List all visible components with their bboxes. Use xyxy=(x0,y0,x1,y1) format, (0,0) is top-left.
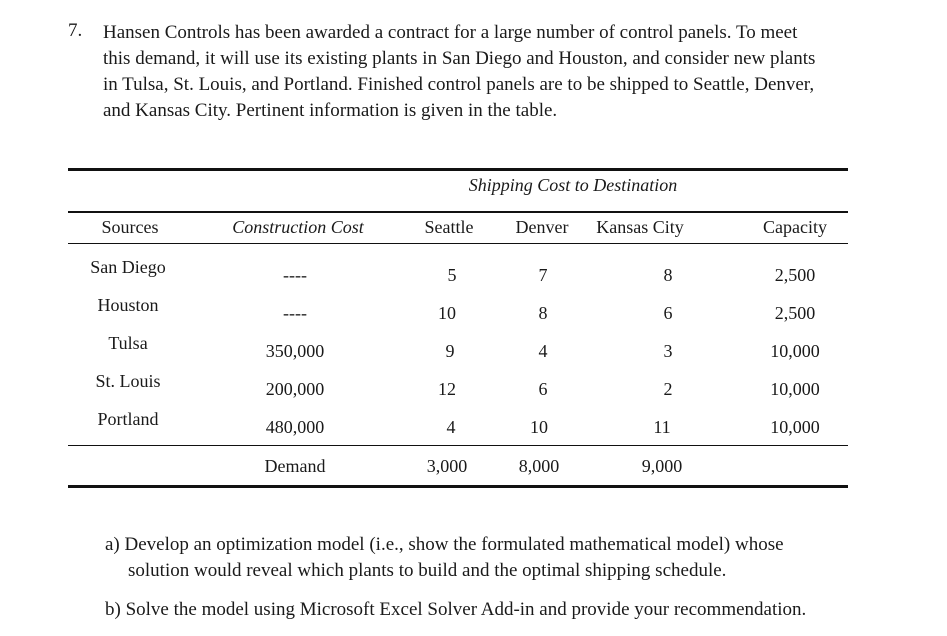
table-body-rule xyxy=(68,445,848,446)
row-kansas-city-cost: 8 xyxy=(663,265,673,285)
row-source: Tulsa xyxy=(108,333,148,353)
shipping-cost-group-header: Shipping Cost to Destination xyxy=(468,175,678,195)
row-denver-cost: 10 xyxy=(530,417,548,437)
row-kansas-city-cost: 6 xyxy=(663,303,673,323)
row-seattle-cost: 9 xyxy=(445,341,455,361)
header-seattle: Seattle xyxy=(424,217,474,237)
header-sources: Sources xyxy=(101,217,159,237)
table-bottom-rule xyxy=(68,485,848,488)
row-denver-cost: 8 xyxy=(538,303,548,323)
row-construction-cost: 480,000 xyxy=(265,417,325,437)
row-denver-cost: 4 xyxy=(538,341,548,361)
table-header-rule xyxy=(68,211,848,213)
row-kansas-city-cost: 11 xyxy=(653,417,671,437)
row-source: San Diego xyxy=(90,257,166,277)
row-source: Houston xyxy=(97,295,159,315)
part-a-line-2: solution would reveal which plants to build and the optimal shipping schedule. xyxy=(128,560,727,581)
row-construction-cost: 350,000 xyxy=(265,341,325,361)
question-line-1: Hansen Controls has been awarded a contract for a large number of control panels. To meet xyxy=(103,22,798,43)
row-capacity: 2,500 xyxy=(774,265,816,285)
part-a-line-1: a) Develop an optimization model (i.e., show the formulated mathematical model) whose xyxy=(105,534,784,555)
row-kansas-city-cost: 2 xyxy=(663,379,673,399)
row-capacity: 2,500 xyxy=(774,303,816,323)
question-line-2: this demand, it will use its existing plants in San Diego and Houston, and consider new plants xyxy=(103,48,816,69)
row-denver-cost: 7 xyxy=(538,265,548,285)
header-kansas-city: Kansas City xyxy=(596,217,684,237)
header-capacity: Capacity xyxy=(763,217,827,237)
row-seattle-cost: 12 xyxy=(438,379,456,399)
question-line-3: in Tulsa, St. Louis, and Portland. Finished control panels are to be shipped to Seattle, Denver, xyxy=(103,74,815,95)
row-denver-cost: 6 xyxy=(538,379,548,399)
row-capacity: 10,000 xyxy=(770,341,820,361)
part-b: b) Solve the model using Microsoft Excel Solver Add-in and provide your recommendation. xyxy=(105,599,807,620)
header-construction-cost: Construction Cost xyxy=(232,217,364,237)
row-source: Portland xyxy=(97,409,159,429)
row-construction-cost: 200,000 xyxy=(265,379,325,399)
row-capacity: 10,000 xyxy=(770,417,820,437)
demand-seattle: 3,000 xyxy=(426,456,468,476)
header-denver: Denver xyxy=(515,217,569,237)
question-line-4: and Kansas City. Pertinent information is given in the table. xyxy=(103,100,558,121)
table-subheader-rule xyxy=(68,243,848,244)
row-construction-cost: ---- xyxy=(283,303,307,323)
row-seattle-cost: 10 xyxy=(438,303,456,323)
row-source: St. Louis xyxy=(95,371,161,391)
question-number: 7. xyxy=(68,20,83,41)
row-capacity: 10,000 xyxy=(770,379,820,399)
demand-label: Demand xyxy=(264,456,326,476)
row-construction-cost: ---- xyxy=(283,265,307,285)
table-top-rule xyxy=(68,168,848,171)
row-kansas-city-cost: 3 xyxy=(663,341,673,361)
row-seattle-cost: 5 xyxy=(447,265,457,285)
row-seattle-cost: 4 xyxy=(446,417,456,437)
demand-kansas-city: 9,000 xyxy=(641,456,683,476)
demand-denver: 8,000 xyxy=(518,456,560,476)
